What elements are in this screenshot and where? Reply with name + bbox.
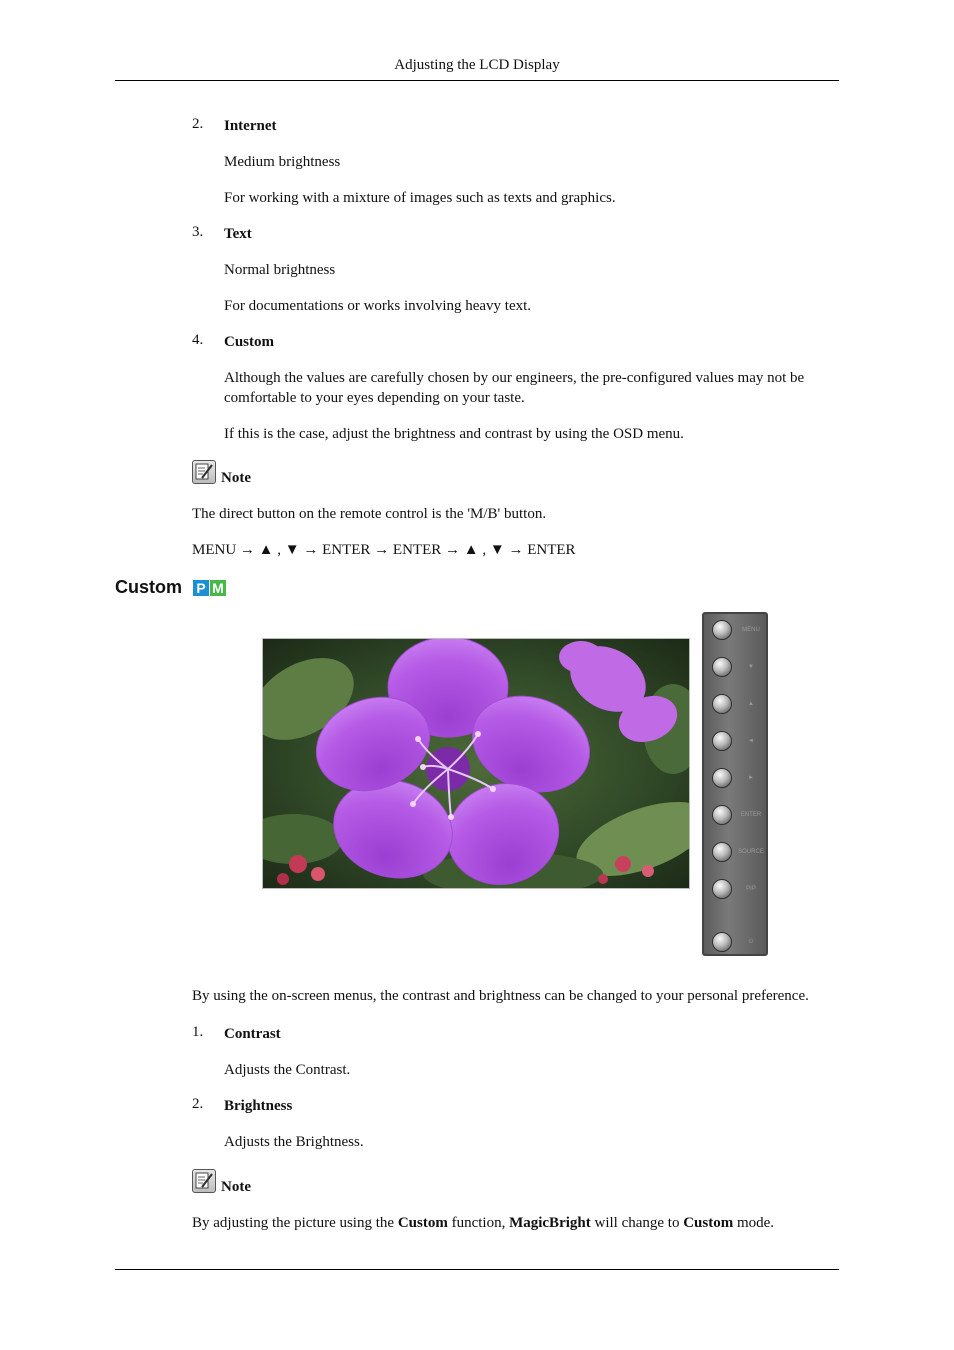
button-label: PIP (746, 886, 756, 892)
intro-text: By using the on-screen menus, the contrast and brightness can be changed to your personal preference. (192, 988, 809, 1004)
power-icon: ⏻ (748, 939, 754, 945)
note-label: Note (221, 470, 251, 486)
list-item-number: 1. (192, 1024, 204, 1040)
list-item-text: For working with a mixture of images such as texts and graphics. (224, 190, 616, 206)
list-item-text: Adjusts the Contrast. (224, 1062, 351, 1078)
right-button[interactable] (712, 768, 732, 788)
button-label: ► (748, 775, 754, 781)
list-item-title: Brightness (224, 1098, 293, 1114)
pm-badge-icon (193, 580, 226, 596)
note-icon (192, 1169, 216, 1193)
down-button[interactable] (712, 657, 732, 677)
pip-button[interactable] (712, 879, 732, 899)
badge-m: M (210, 580, 226, 596)
list-item-text: If this is the case, adjust the brightness and contrast by using the OSD menu. (224, 426, 684, 442)
menu-path: MENU → ▲ , ▼ → ENTER → ENTER → ▲ , ▼ → ENTER (192, 542, 576, 558)
left-button[interactable] (712, 731, 732, 751)
note-label: Note (221, 1179, 251, 1195)
section-title: Custom (115, 577, 182, 597)
power-button[interactable] (712, 932, 732, 952)
list-item-title: Contrast (224, 1026, 281, 1042)
up-button[interactable] (712, 694, 732, 714)
button-label: ENTER (740, 812, 762, 818)
list-item-number: 2. (192, 1096, 204, 1112)
list-item-text: Medium brightness (224, 154, 341, 170)
note-bold-custom: Custom (397, 1215, 448, 1231)
note-text: The direct button on the remote control is the 'M/B' button. (192, 506, 547, 522)
list-item-text: Adjusts the Brightness. (224, 1134, 364, 1150)
note-icon (192, 460, 216, 484)
note-text (192, 1215, 842, 1232)
button-label: ◄ (748, 738, 754, 744)
footer-rule (115, 1269, 839, 1270)
source-button[interactable] (712, 842, 732, 862)
note-bold-magicbright: MagicBright (509, 1215, 591, 1231)
list-item-text: Normal brightness (224, 262, 336, 278)
note-text-part: will change to (590, 1215, 684, 1231)
badge-p: P (193, 580, 209, 596)
enter-button[interactable] (712, 805, 732, 825)
note-bold-custom: Custom (683, 1215, 734, 1231)
button-label: ▲ (748, 701, 754, 707)
list-item-number: 2. (192, 116, 204, 132)
menu-button[interactable] (712, 620, 732, 640)
list-item-title: Text (224, 226, 252, 242)
button-label: ▼ (748, 664, 754, 670)
button-label: MENU (742, 627, 760, 633)
header-rule (115, 80, 839, 81)
note-text-part: By adjusting the picture using the (192, 1215, 398, 1231)
note-text-part: mode. (733, 1215, 775, 1231)
list-item-title: Internet (224, 118, 277, 134)
page-header-title: Adjusting the LCD Display (394, 57, 560, 73)
monitor-control-panel (702, 612, 768, 956)
list-item-title: Custom (224, 334, 275, 350)
button-label: SOURCE (738, 849, 764, 855)
list-item-number: 4. (192, 332, 204, 348)
note-text-part: function, (447, 1215, 510, 1231)
list-item-text: Although the values are carefully chosen by our engineers, the pre-configured values may not be comfortable to your eyes depending on your taste. (224, 370, 805, 406)
list-item-number: 3. (192, 224, 204, 240)
flower-photo (262, 638, 690, 889)
list-item-text: For documentations or works involving heavy text. (224, 298, 532, 314)
